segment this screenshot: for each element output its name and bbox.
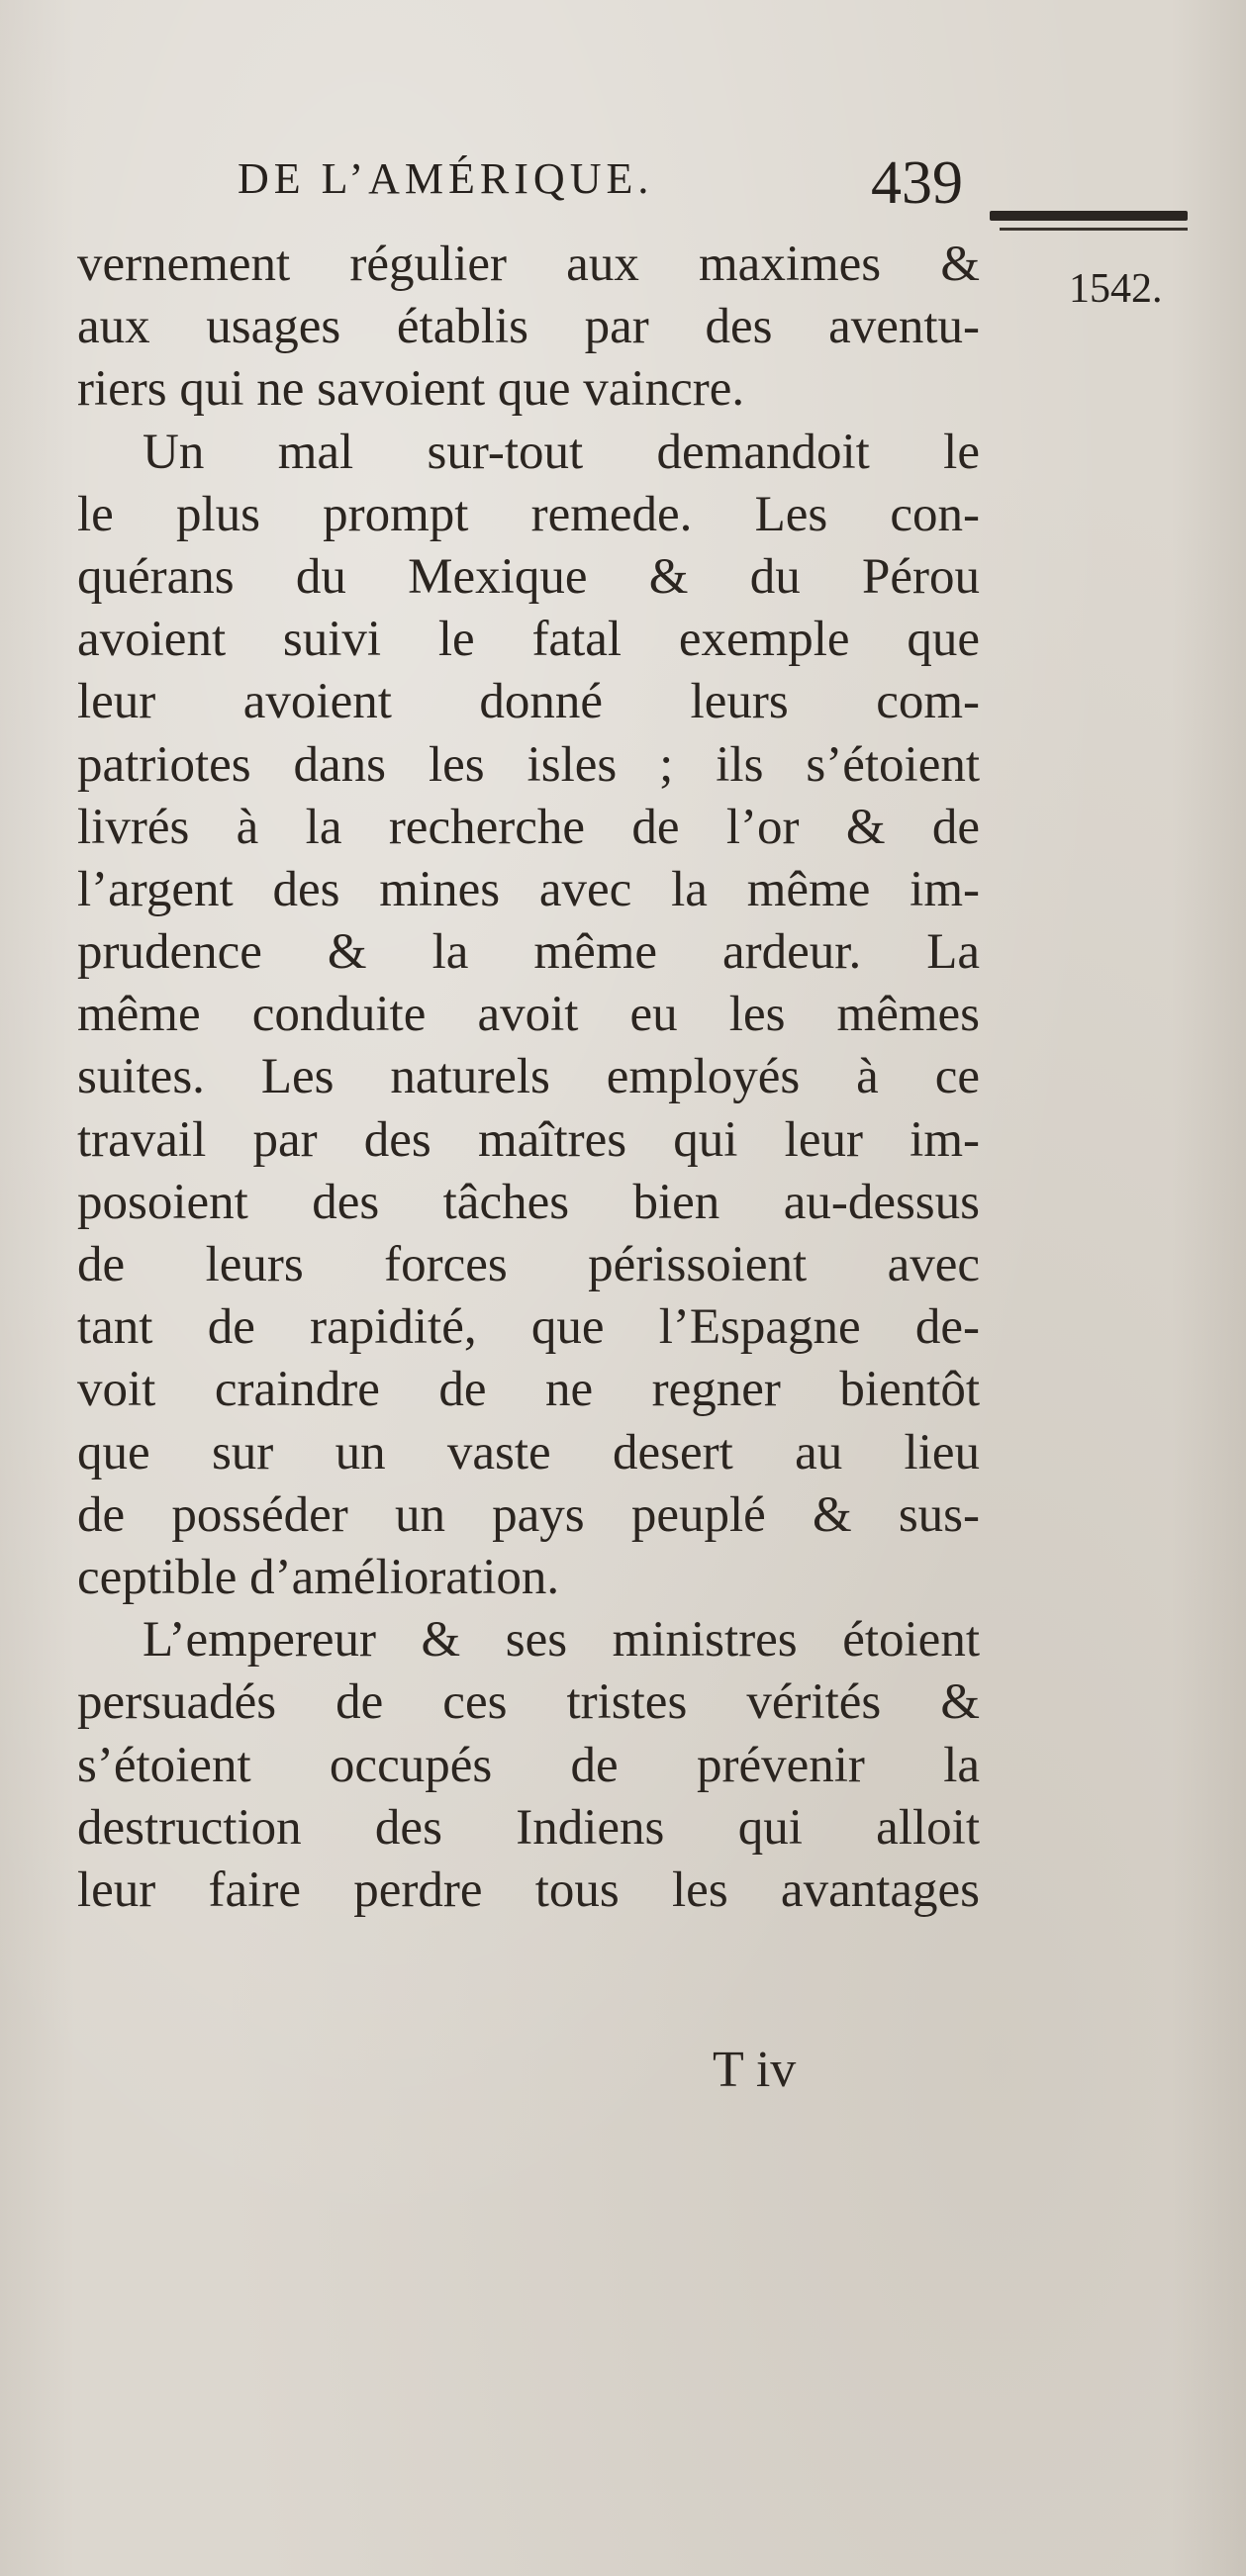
page-number: 439 — [871, 149, 963, 217]
text-line: livrés à la recherche de l’or & de — [77, 799, 980, 855]
text-line: patriotes dans les isles ; ils s’étoient — [77, 736, 980, 793]
text-line: leur faire perdre tous les avantages — [77, 1861, 980, 1918]
text-line: persuadés de ces tristes vérités & — [77, 1674, 980, 1731]
header-rule-thin — [1000, 228, 1188, 231]
header-rule — [990, 211, 1188, 221]
margin-year-note: 1542. — [1069, 266, 1163, 312]
text-line: s’étoient occupés de prévenir la — [77, 1737, 980, 1793]
running-head: DE L’AMÉRIQUE. — [238, 154, 654, 203]
text-line: ceptible d’amélioration. — [77, 1549, 560, 1605]
text-line: vernement régulier aux maximes & — [77, 237, 980, 292]
text-line: l’argent des mines avec la même im- — [77, 861, 980, 917]
text-line: prudence & la même ardeur. La — [77, 924, 980, 981]
text-line: leur avoient donné leurs com- — [77, 674, 980, 730]
text-line: de leurs forces périssoient avec — [77, 1237, 980, 1292]
text-line: de posséder un pays peuplé & sus- — [77, 1486, 980, 1543]
text-line: même conduite avoit eu les mêmes — [77, 987, 980, 1043]
text-line: tant de rapidité, que l’Espagne de- — [77, 1299, 980, 1356]
text-line: quérans du Mexique & du Pérou — [77, 548, 980, 605]
text-line: que sur un vaste desert au lieu — [77, 1424, 980, 1480]
text-line: travail par des maîtres qui leur im- — [77, 1111, 980, 1168]
body-text — [77, 234, 980, 1922]
text-line: aux usages établis par des aventu- — [77, 299, 980, 355]
text-line: destruction des Indiens qui alloit — [77, 1799, 980, 1856]
text-line: le plus prompt remede. Les con- — [77, 486, 980, 542]
text-line: suites. Les naturels employés à ce — [77, 1049, 980, 1105]
text-line: voit craindre de ne regner bientôt — [77, 1362, 980, 1418]
text-line: riers qui ne savoient que vaincre. — [77, 361, 745, 418]
text-line: posoient des tâches bien au-dessus — [77, 1174, 980, 1230]
text-line: Un mal sur-tout demandoit le — [143, 424, 980, 480]
signature-mark: T iv — [713, 2042, 797, 2098]
text-line: avoient suivi le fatal exemple que — [77, 612, 980, 668]
text-line: L’empereur & ses ministres étoient — [143, 1612, 980, 1669]
